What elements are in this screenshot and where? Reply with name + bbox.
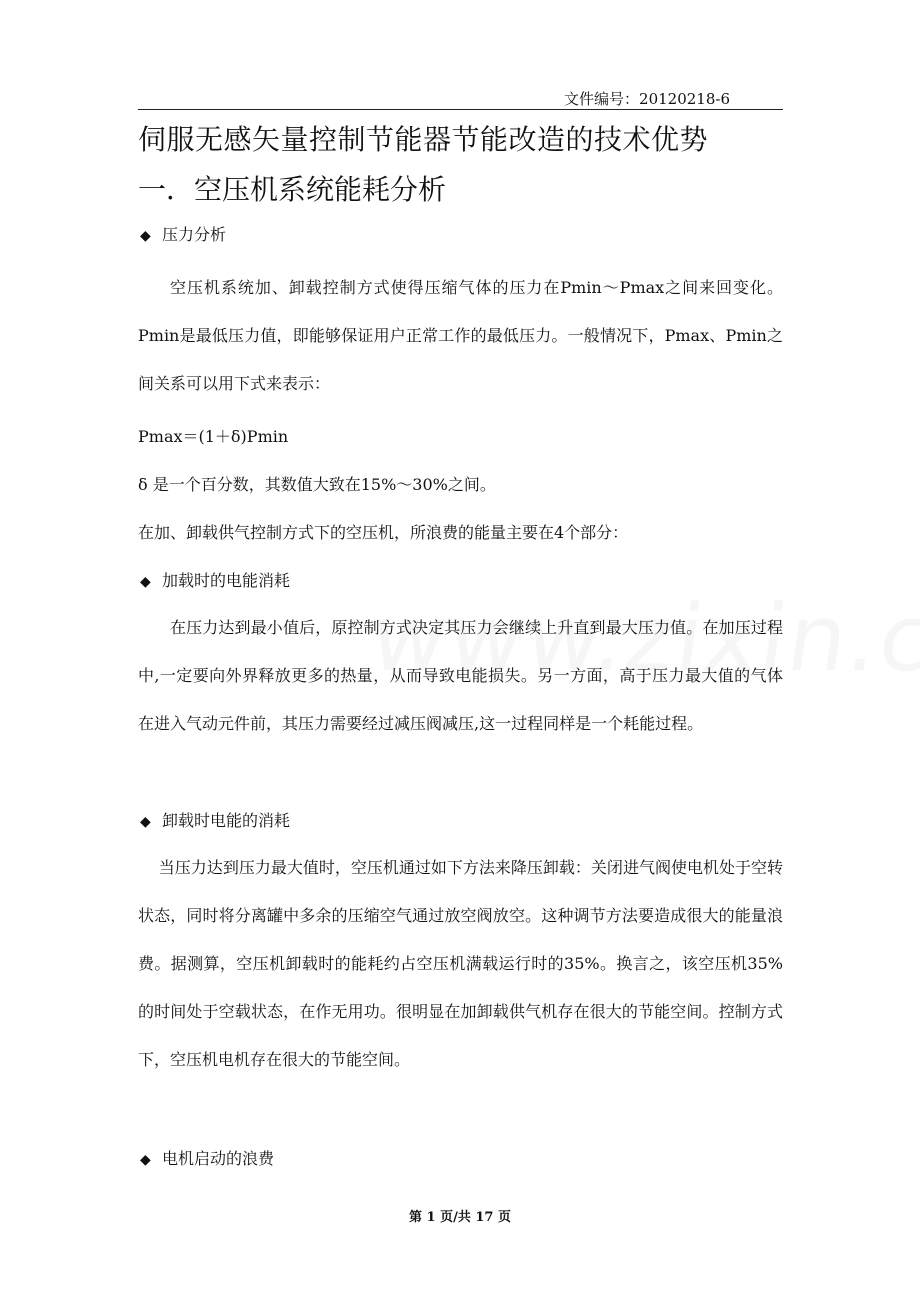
bullet-motor-start-waste (140, 1146, 274, 1169)
waste-intro: 在加、卸载供气控制方式下的空压机，所浪费的能量主要在4个部分： (138, 523, 629, 542)
paragraph-pressure: 空压机系统加、卸载控制方式使得压缩气体的压力在Pmin～Pmax之间来回变化。Pmin是最低压力值，即能够保证用户正常工作的最低压力。一般情况下，Pmax、Pmin之间关系可以用下式来表示： (138, 278, 783, 393)
bullet-unloading-consumption (140, 808, 290, 831)
header-rule (138, 109, 783, 110)
black-diamond-icon: ◆ (140, 228, 151, 244)
bullet-label: 加载时的电能消耗 (162, 571, 291, 590)
bullet-loading-consumption (140, 568, 290, 591)
paragraph-unloading: 当压力达到压力最大值时，空压机通过如下方法来降压卸载：关闭进气阀使电机处于空转状态，同时将分离罐中多余的压缩空气通过放空阀放空。这种调节方法要造成很大的能量浪费。据测算，空压机卸载时的能耗约占空压机满载运行时的35%。换言之，该空压机35%的时间处于空载状态，在作无用功。很明显在加卸载供气机存在很大的节能空间。控制方式下，空压机电机存在很大的节能空间。 (138, 858, 783, 1069)
bullet-label: 电机启动的浪费 (162, 1149, 275, 1168)
bullet-pressure-analysis (140, 222, 226, 245)
document-title: 伺服无感矢量控制节能器节能改造的技术优势 (138, 123, 709, 156)
section-heading: 一．空压机系统能耗分析 (138, 173, 447, 206)
document-number: 文件编号：20120218-6 (564, 90, 730, 108)
formula: Pmax＝(1＋δ)Pmin (138, 427, 289, 446)
black-diamond-icon: ◆ (140, 814, 151, 830)
bullet-label: 压力分析 (162, 225, 227, 244)
delta-note: δ 是一个百分数，其数值大致在15%～30%之间。 (138, 475, 496, 494)
paragraph-loading: 在压力达到最小值后，原控制方式决定其压力会继续上升直到最大压力值。在加压过程中,一定要向外界释放更多的热量，从而导致电能损失。另一方面，高于压力最大值的气体在进入气动元件前，其压力需要经过减压阀减压,这一过程同样是一个耗能过程。 (138, 618, 783, 733)
page-footer: 第 1 页/共 17 页 (409, 1210, 511, 1225)
bullet-label: 卸载时电能的消耗 (162, 811, 291, 830)
watermark (364, 585, 920, 692)
black-diamond-icon: ◆ (140, 1152, 151, 1168)
black-diamond-icon: ◆ (140, 574, 151, 590)
